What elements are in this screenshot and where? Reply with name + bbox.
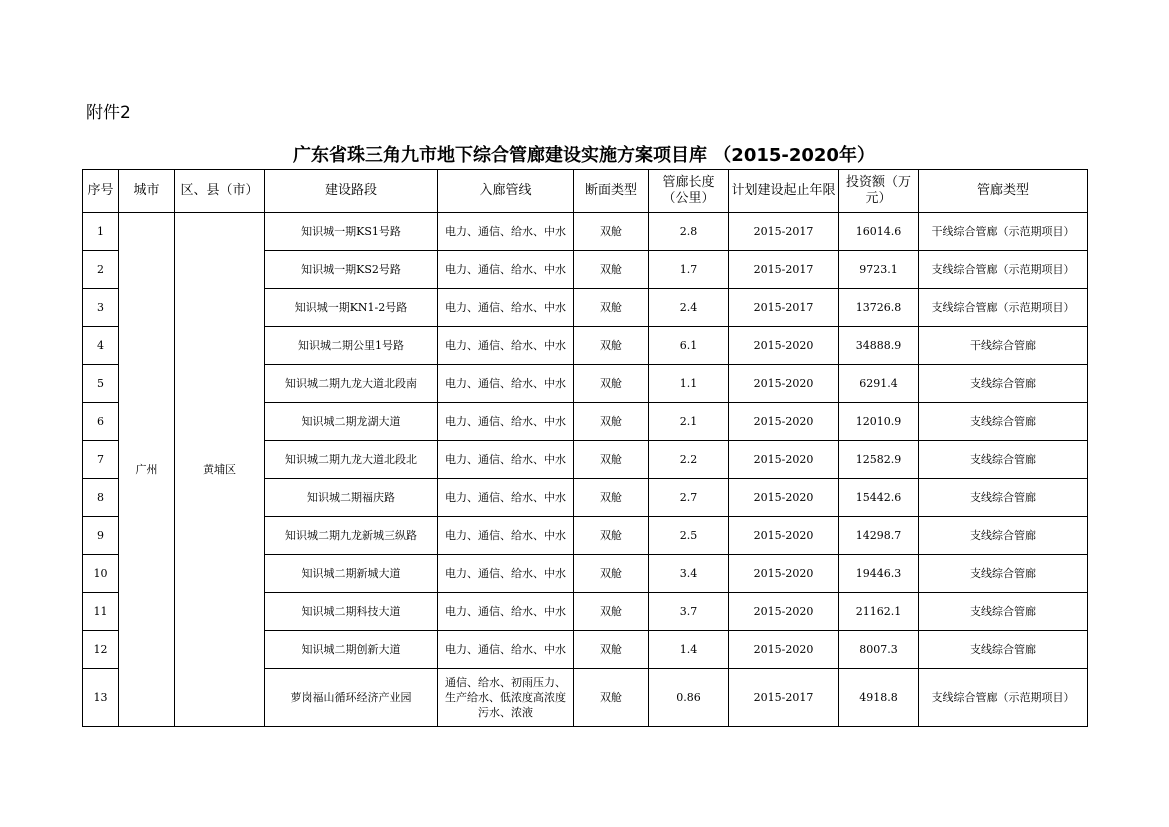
cell-type: 支线综合管廊	[919, 631, 1088, 669]
table-row	[83, 213, 1088, 251]
cell-investment: 9723.1	[839, 251, 919, 289]
cell-length: 2.8	[649, 213, 729, 251]
cell-section: 双舱	[574, 479, 649, 517]
cell-years: 2015-2020	[729, 631, 839, 669]
header-city: 城市	[119, 170, 175, 213]
cell-road: 知识城二期九龙新城三纵路	[265, 517, 438, 555]
cell-road: 知识城二期公里1号路	[265, 327, 438, 365]
cell-type: 支线综合管廊	[919, 517, 1088, 555]
cell-investment: 34888.9	[839, 327, 919, 365]
cell-investment: 12582.9	[839, 441, 919, 479]
cell-section: 双舱	[574, 251, 649, 289]
cell-type: 支线综合管廊（示范期项目）	[919, 289, 1088, 327]
cell-type: 支线综合管廊	[919, 403, 1088, 441]
cell-pipes: 电力、通信、给水、中水	[438, 631, 574, 669]
cell-no: 2	[83, 251, 119, 289]
cell-road: 萝岗福山循环经济产业园	[265, 669, 438, 727]
cell-no: 13	[83, 669, 119, 727]
cell-road: 知识城二期创新大道	[265, 631, 438, 669]
cell-section: 双舱	[574, 365, 649, 403]
cell-type: 支线综合管廊（示范期项目）	[919, 251, 1088, 289]
cell-no: 10	[83, 555, 119, 593]
cell-years: 2015-2020	[729, 593, 839, 631]
cell-years: 2015-2020	[729, 441, 839, 479]
header-pipes: 入廊管线	[438, 170, 574, 213]
cell-investment: 4918.8	[839, 669, 919, 727]
cell-years: 2015-2020	[729, 555, 839, 593]
cell-length: 6.1	[649, 327, 729, 365]
cell-pipes: 电力、通信、给水、中水	[438, 555, 574, 593]
cell-length: 2.4	[649, 289, 729, 327]
header-row	[83, 170, 1088, 213]
cell-length: 1.1	[649, 365, 729, 403]
cell-years: 2015-2017	[729, 251, 839, 289]
cell-length: 3.4	[649, 555, 729, 593]
cell-type: 支线综合管廊	[919, 365, 1088, 403]
cell-pipes: 电力、通信、给水、中水	[438, 289, 574, 327]
cell-length: 1.4	[649, 631, 729, 669]
cell-years: 2015-2020	[729, 403, 839, 441]
cell-road: 知识城一期KN1-2号路	[265, 289, 438, 327]
cell-no: 9	[83, 517, 119, 555]
cell-no: 12	[83, 631, 119, 669]
table-body	[83, 213, 1088, 727]
cell-district: 黄埔区	[175, 213, 265, 727]
cell-pipes: 电力、通信、给水、中水	[438, 251, 574, 289]
cell-type: 支线综合管廊	[919, 555, 1088, 593]
cell-no: 1	[83, 213, 119, 251]
cell-section: 双舱	[574, 593, 649, 631]
cell-city: 广州	[119, 213, 175, 727]
attachment-label: 附件2	[86, 103, 131, 123]
header-district: 区、县（市）	[175, 170, 265, 213]
cell-no: 11	[83, 593, 119, 631]
header-type: 管廊类型	[919, 170, 1088, 213]
cell-years: 2015-2017	[729, 289, 839, 327]
cell-no: 3	[83, 289, 119, 327]
cell-section: 双舱	[574, 631, 649, 669]
cell-section: 双舱	[574, 289, 649, 327]
cell-no: 4	[83, 327, 119, 365]
cell-road: 知识城二期九龙大道北段北	[265, 441, 438, 479]
cell-pipes: 电力、通信、给水、中水	[438, 365, 574, 403]
header-no: 序号	[83, 170, 119, 213]
cell-length: 2.1	[649, 403, 729, 441]
cell-pipes: 电力、通信、给水、中水	[438, 593, 574, 631]
cell-section: 双舱	[574, 327, 649, 365]
cell-pipes: 电力、通信、给水、中水	[438, 403, 574, 441]
cell-no: 5	[83, 365, 119, 403]
cell-investment: 21162.1	[839, 593, 919, 631]
cell-length: 1.7	[649, 251, 729, 289]
cell-years: 2015-2020	[729, 327, 839, 365]
cell-investment: 8007.3	[839, 631, 919, 669]
cell-type: 支线综合管廊	[919, 593, 1088, 631]
cell-type: 干线综合管廊（示范期项目）	[919, 213, 1088, 251]
cell-no: 8	[83, 479, 119, 517]
cell-type: 支线综合管廊	[919, 479, 1088, 517]
cell-section: 双舱	[574, 555, 649, 593]
cell-road: 知识城一期KS2号路	[265, 251, 438, 289]
cell-no: 6	[83, 403, 119, 441]
cell-road: 知识城二期福庆路	[265, 479, 438, 517]
cell-investment: 13726.8	[839, 289, 919, 327]
cell-pipes: 电力、通信、给水、中水	[438, 479, 574, 517]
cell-length: 0.86	[649, 669, 729, 727]
cell-section: 双舱	[574, 403, 649, 441]
cell-years: 2015-2020	[729, 365, 839, 403]
header-investment: 投资额（万元）	[839, 170, 919, 213]
cell-section: 双舱	[574, 213, 649, 251]
cell-type: 干线综合管廊	[919, 327, 1088, 365]
cell-length: 2.5	[649, 517, 729, 555]
project-table	[82, 169, 1088, 727]
header-length: 管廊长度（公里）	[649, 170, 729, 213]
cell-road: 知识城一期KS1号路	[265, 213, 438, 251]
cell-pipes: 电力、通信、给水、中水	[438, 327, 574, 365]
cell-road: 知识城二期龙湖大道	[265, 403, 438, 441]
cell-type: 支线综合管廊（示范期项目）	[919, 669, 1088, 727]
cell-investment: 12010.9	[839, 403, 919, 441]
cell-pipes: 电力、通信、给水、中水	[438, 441, 574, 479]
cell-pipes: 电力、通信、给水、中水	[438, 213, 574, 251]
document-title: 广东省珠三角九市地下综合管廊建设实施方案项目库 （2015-2020年）	[293, 145, 875, 166]
header-section: 断面类型	[574, 170, 649, 213]
cell-years: 2015-2020	[729, 479, 839, 517]
cell-section: 双舱	[574, 441, 649, 479]
cell-pipes: 电力、通信、给水、中水	[438, 517, 574, 555]
cell-road: 知识城二期新城大道	[265, 555, 438, 593]
cell-investment: 15442.6	[839, 479, 919, 517]
cell-investment: 6291.4	[839, 365, 919, 403]
cell-investment: 14298.7	[839, 517, 919, 555]
cell-length: 2.2	[649, 441, 729, 479]
cell-road: 知识城二期科技大道	[265, 593, 438, 631]
cell-length: 2.7	[649, 479, 729, 517]
header-road: 建设路段	[265, 170, 438, 213]
cell-investment: 16014.6	[839, 213, 919, 251]
cell-type: 支线综合管廊	[919, 441, 1088, 479]
cell-section: 双舱	[574, 517, 649, 555]
cell-no: 7	[83, 441, 119, 479]
cell-pipes: 通信、给水、初雨压力、生产给水、低浓度高浓度污水、浓液	[438, 669, 574, 727]
cell-years: 2015-2017	[729, 669, 839, 727]
cell-section: 双舱	[574, 669, 649, 727]
cell-years: 2015-2020	[729, 517, 839, 555]
cell-investment: 19446.3	[839, 555, 919, 593]
cell-road: 知识城二期九龙大道北段南	[265, 365, 438, 403]
cell-years: 2015-2017	[729, 213, 839, 251]
cell-length: 3.7	[649, 593, 729, 631]
header-years: 计划建设起止年限	[729, 170, 839, 213]
